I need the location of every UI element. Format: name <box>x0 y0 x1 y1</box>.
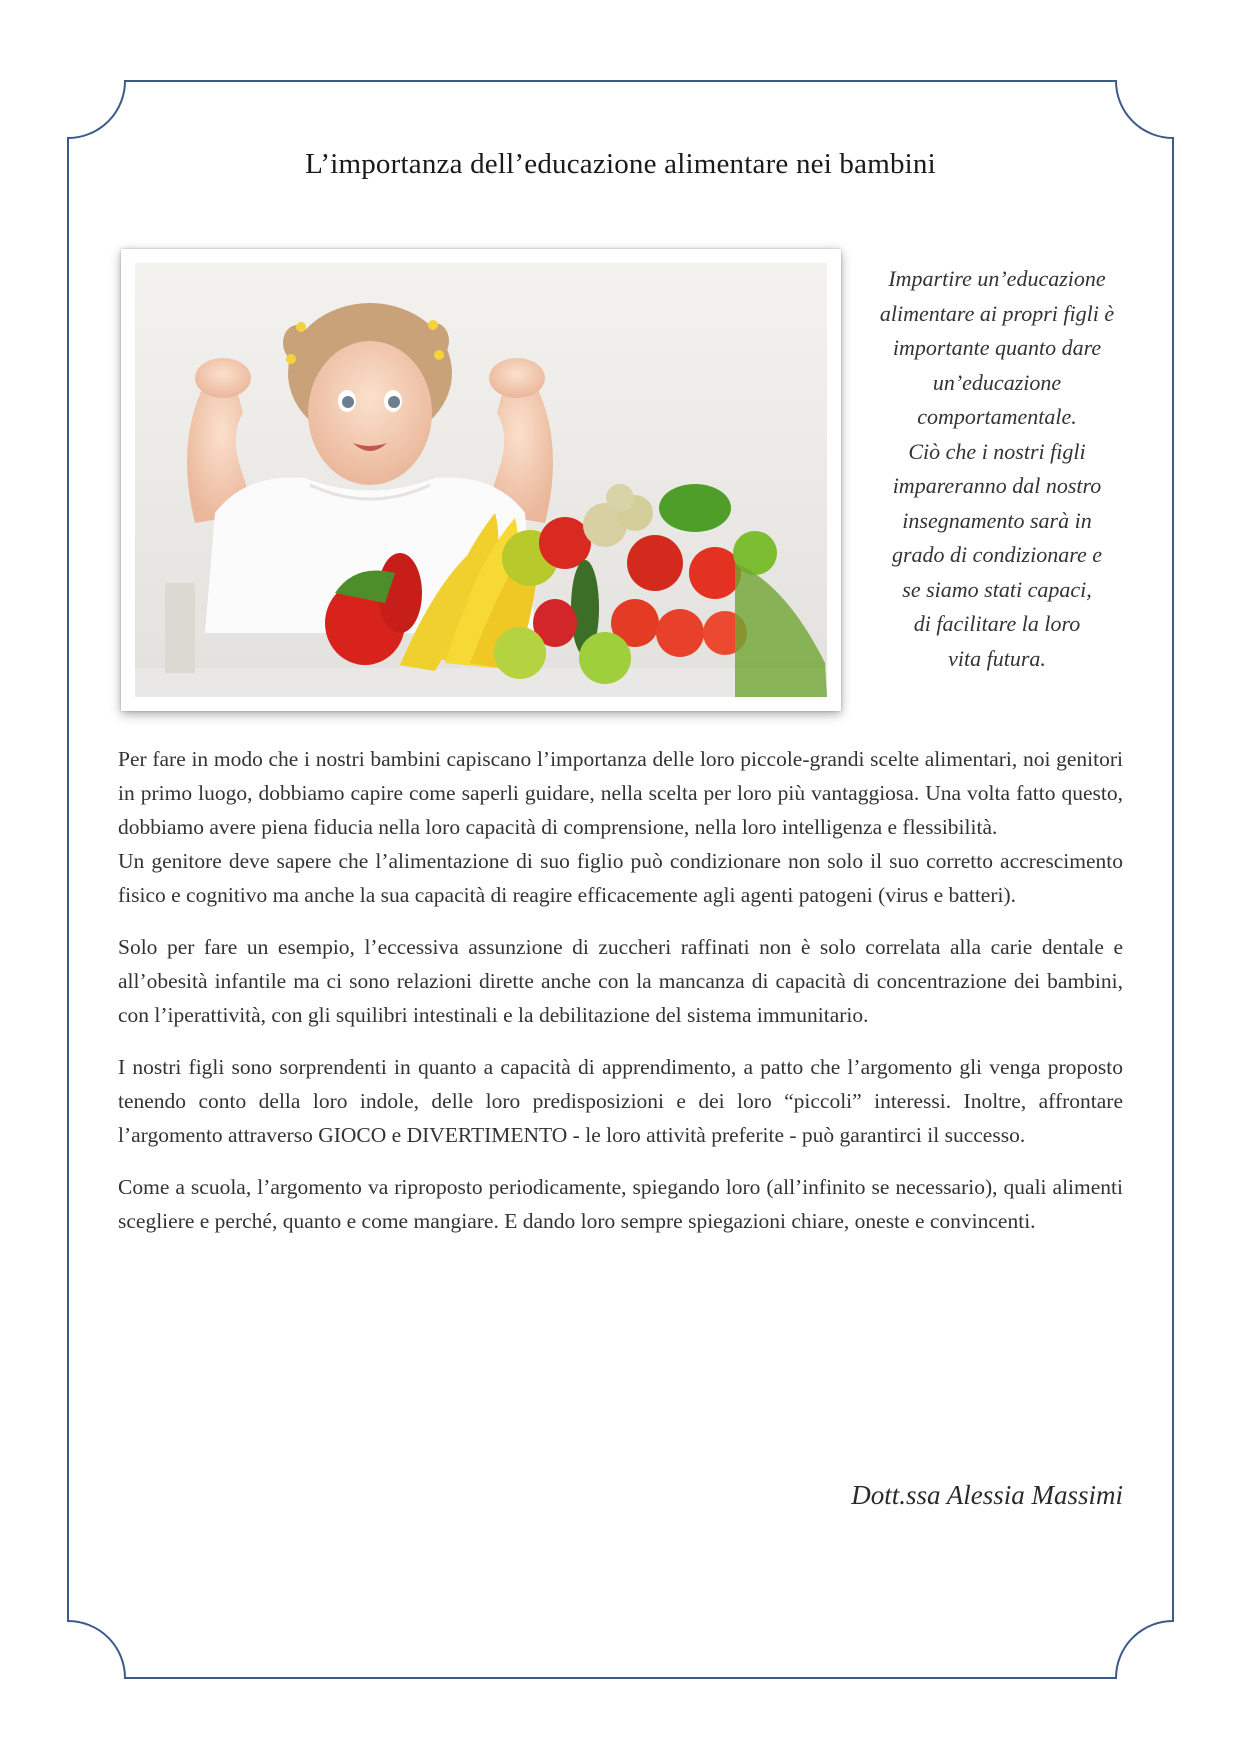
paragraph: Solo per fare un esempio, l’eccessiva assunzione di zuccheri raffinati non è solo correlata alla carie dentale e all’obesità infantile ma ci sono relazioni dirette anche con la mancanza di capacità di concentrazione dei bambini, con l’iperattività, con gli squilibri intestinali e la debilitazione del sistema immunitario. <box>118 935 1123 1027</box>
quote-line: Ciò che i nostri figli <box>908 438 1086 464</box>
quote-line: di facilitare la loro <box>913 611 1081 636</box>
child-with-fruits-image <box>135 263 827 697</box>
quote-line: alimentare ai propri figli è <box>879 300 1115 326</box>
quote-line: insegnamento sarà in <box>902 507 1092 533</box>
quote-line: vita futura. <box>948 645 1046 671</box>
quote-line: comportamentale. <box>917 404 1077 429</box>
child-photo-frame <box>121 249 841 711</box>
quote-line: grado di condizionare e <box>892 542 1102 567</box>
intro-quote <box>862 262 1132 676</box>
quote-line: un’educazione <box>932 369 1062 395</box>
quote-line: se siamo stati capaci, <box>902 576 1092 602</box>
page-title: L’importanza dell’educazione alimentare nei bambini <box>305 148 936 180</box>
article-body <box>118 742 1123 1256</box>
quote-line: importante quanto dare <box>892 335 1102 360</box>
quote-line: Impartire un’educazione <box>888 266 1106 291</box>
paragraph: Per fare in modo che i nostri bambini capiscano l’importanza delle loro piccole-grandi scelte alimentari, noi genitori in primo luogo, dobbiamo capire come saperli guidare, nella scelta per loro più vantaggiosa. Una volta fatto questo, dobbiamo avere piena fiducia nella loro capacità di comprensione, nella loro intelligenza e flessibilità. <box>118 747 1123 839</box>
paragraph: Un genitore deve sapere che l’alimentazione di suo figlio può condizionare non solo il suo corretto accrescimento fisico e cognitivo ma anche la sua capacità di reagire efficacemente agli agenti patogeni (virus e batteri). <box>118 849 1123 907</box>
paragraph: I nostri figli sono sorprendenti in quanto a capacità di apprendimento, a patto che l’argomento gli venga proposto tenendo conto della loro indole, delle loro predisposizioni e dei loro “piccoli” interessi. Inoltre, affrontare l’argomento attraverso GIOCO e DIVERTIMENTO - le loro attività preferite - può garantirci il successo. <box>118 1055 1123 1147</box>
paragraph: Come a scuola, l’argomento va riproposto periodicamente, spiegando loro (all’infinito se necessario), quali alimenti scegliere e perché, quanto e come mangiare. E dando loro sempre spiegazioni chiare, oneste e convincenti. <box>118 1175 1123 1233</box>
quote-line: impareranno dal nostro <box>892 473 1102 498</box>
author-signature: Dott.ssa Alessia Massimi <box>851 1480 1123 1510</box>
